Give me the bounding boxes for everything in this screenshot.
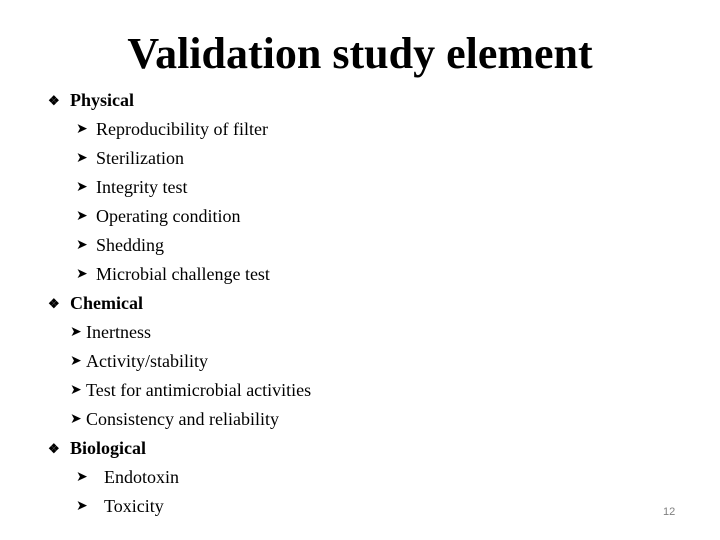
content-list (48, 86, 668, 521)
arrow-bullet-icon: ➤ (76, 266, 88, 282)
list-item (48, 463, 668, 492)
section-heading-label: Chemical (70, 293, 143, 313)
arrow-bullet-icon: ➤ (76, 237, 88, 253)
section-heading-label: Biological (70, 438, 146, 458)
list-item-label: Inertness (86, 322, 151, 342)
diamond-bullet-icon: ❖ (48, 296, 60, 311)
page-number: 12 (663, 506, 676, 518)
list-item-label: Consistency and reliability (86, 409, 279, 429)
list-item-label: Toxicity (104, 496, 164, 516)
arrow-bullet-icon: ➤ (76, 150, 88, 166)
arrow-bullet-icon: ➤ (76, 469, 88, 485)
list-item-label: Microbial challenge test (96, 264, 270, 284)
list-item-label: Test for antimicrobial activities (86, 380, 312, 400)
section-heading-chemical (48, 289, 668, 318)
list-item (48, 144, 668, 173)
diamond-bullet-icon: ❖ (48, 93, 60, 108)
list-item-label: Operating condition (96, 206, 241, 226)
list-item-label: Sterilization (96, 148, 184, 168)
list-item-label: Reproducibility of filter (96, 119, 268, 139)
list-item-label: Shedding (96, 235, 165, 255)
list-item (48, 492, 668, 521)
arrow-bullet-icon: ➤ (70, 353, 82, 369)
section-heading-biological (48, 434, 668, 463)
diamond-bullet-icon: ❖ (48, 441, 60, 456)
arrow-bullet-icon: ➤ (70, 382, 82, 398)
section-heading-physical (48, 86, 668, 115)
arrow-bullet-icon: ➤ (70, 324, 82, 340)
list-item (48, 318, 668, 347)
list-item (48, 115, 668, 144)
list-item (48, 405, 668, 434)
slide-title: Validation study element (127, 29, 593, 78)
arrow-bullet-icon: ➤ (76, 498, 88, 514)
arrow-bullet-icon: ➤ (70, 411, 82, 427)
arrow-bullet-icon: ➤ (76, 208, 88, 224)
list-item-label: Activity/stability (86, 351, 208, 371)
list-item-label: Endotoxin (104, 467, 179, 487)
list-item (48, 376, 668, 405)
section-heading-label: Physical (70, 90, 135, 110)
list-item (48, 231, 668, 260)
list-item (48, 260, 668, 289)
arrow-bullet-icon: ➤ (76, 121, 88, 137)
list-item (48, 202, 668, 231)
list-item (48, 173, 668, 202)
list-item-label: Integrity test (96, 177, 188, 197)
list-item (48, 347, 668, 376)
arrow-bullet-icon: ➤ (76, 179, 88, 195)
